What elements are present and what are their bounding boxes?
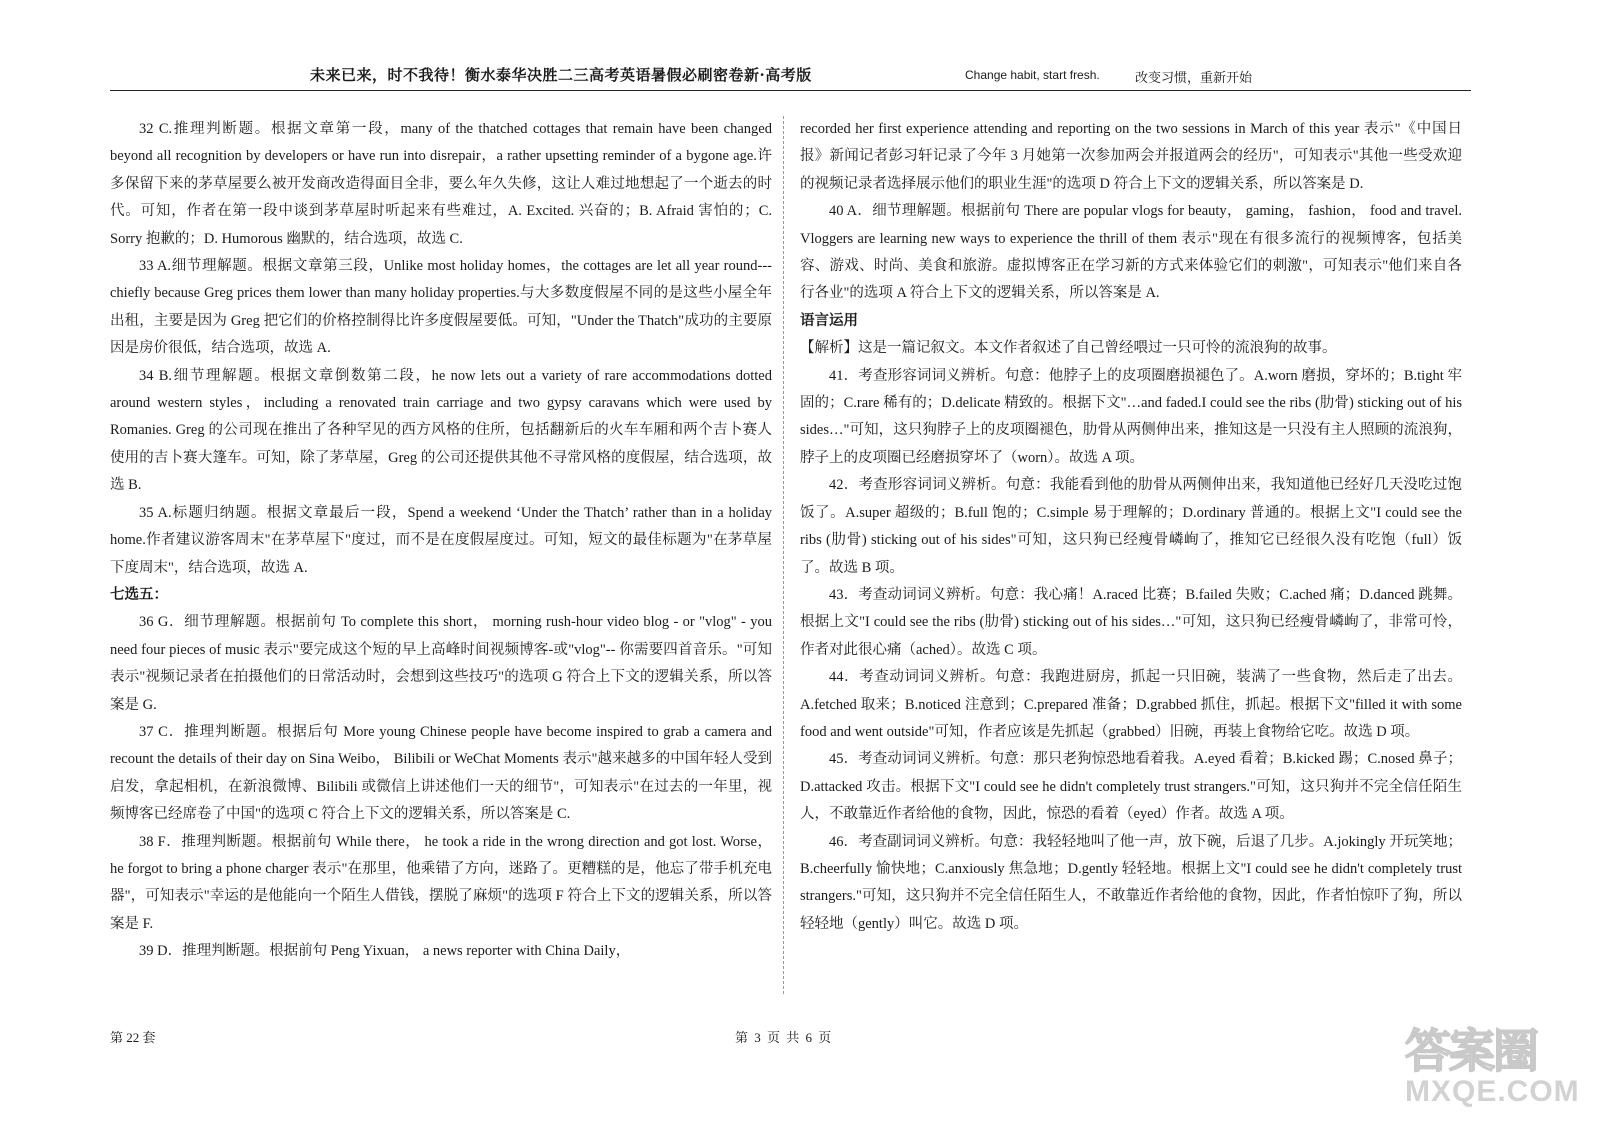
answer-paragraph: 33 A.细节理解题。根据文章第三段，Unlike most holiday homes，the cottages are let all year round---chiefly because Greg prices them lower than many holiday properties.与大多数度假屋不同的是这些小屋全年出租，主要是因为 Greg 把它们的价格控制得比许多度假屋要低。可知，"Under the Thatch"成功的主要原因是房价很低，结合选项，故选 A. [110, 258, 772, 357]
answer-paragraph: 【解析】这是一篇记叙文。本文作者叙述了自己曾经喂过一只可怜的流浪狗的故事。 [800, 340, 1337, 357]
answer-paragraph: 32 C.推理判断题。根据文章第一段，many of the thatched cottages that remain have been changed beyond all recognition by developers or have run into disrepair，a rather upsetting reminder of a bygone age.许多保留下来的茅草屋要么被开发商改造得面目全非，要么年久失修，这让人难过地想起了一个逝去的时代。可知，作者在第一段中谈到茅草屋时听起来有些难过，A. Excited. 兴奋的；B. Afraid 害怕的；C. Sorry 抱歉的；D. Humorous 幽默的，结合选项，故选 C. [110, 121, 772, 247]
right-column [800, 116, 1462, 938]
watermark [1395, 1015, 1580, 1115]
answer-paragraph: 46．考查副词词义辨析。句意：我轻轻地叫了他一声，放下碗，后退了几步。A.jokingly 开玩笑地；B.cheerfully 愉快地；C.anxiously 焦急地；D.gently 轻轻地。根据上文"I could see he didn't completely trust strangers."可知，这只狗并不完全信任陌生人，不敢靠近作者给他的食物，因此，作者怕惊吓了狗，所以轻轻地（gently）叫它。故选 D 项。 [800, 833, 1462, 932]
header-motto-cn: 改变习惯，重新开始 [1135, 71, 1253, 86]
answer-paragraph: 35 A.标题归纳题。根据文章最后一段，Spend a weekend ‘Under the Thatch’ rather than in a holiday home.作者建议游客周末"在茅草屋下"度过，而不是在度假屋度过。可知，短文的最佳标题为"在茅草屋下度周末"，结合选项，故选 A. [110, 504, 772, 576]
watermark-url: MXQE.COM [1405, 1075, 1580, 1108]
answer-paragraph: 36 G．细节理解题。根据前句 To complete this short， morning rush-hour video blog - or "vlog" - you need four pieces of music 表示"要完成这个短的早上高峰时间视频博客-或"vlog"-- 你需要四首音乐。"可知表示"视频记录者在拍摄他们的日常活动时，会想到这些技巧"的选项 G 符合上下文的逻辑关系，所以答案是 G. [110, 614, 772, 713]
answer-paragraph: 38 F．推理判断题。根据前句 While there， he took a ride in the wrong direction and got lost. Worse， he forgot to bring a phone charger 表示"在那里，他乘错了方向，迷路了。更糟糕的是，他忘了带手机充电器"，可知表示"幸运的是他能向一个陌生人借钱，摆脱了麻烦"的选项 F 符合上下文的逻辑关系，所以答案是 F. [110, 833, 772, 932]
page-header [110, 62, 1471, 91]
answer-paragraph: 40 A．细节理解题。根据前句 There are popular vlogs for beauty， gaming， fashion， food and travel. Vloggers are learning new ways to experience the thrill of them 表示"现在有很多流行的视频博客，包括美容、游戏、时尚、美食和旅游。虚拟博客正在学习新的方式来体验它们的刺激"，可知表示"他们来自各行各业"的选项 A 符合上下文的逻辑关系，所以答案是 A. [800, 203, 1462, 302]
section-heading: 七选五： [110, 586, 168, 603]
column-divider [783, 116, 784, 994]
section-heading: 语言运用 [800, 312, 858, 329]
answer-paragraph: 34 B.细节理解题。根据文章倒数第二段，he now lets out a variety of rare accommodations dotted around western styles，including a renovated train carriage and two gypsy caravans which were used by Romanies. Greg 的公司现在推出了各种罕见的西方风格的住所，包括翻新后的火车车厢和两个吉卜赛人使用的吉卜赛大篷车。可知，除了茅草屋，Greg 的公司还提供其他不寻常风格的度假屋，结合选项，故选 B. [110, 367, 772, 494]
answer-paragraph: 43．考查动词词义辨析。句意：我心痛！A.raced 比赛；B.failed 失败；C.ached 痛；D.danced 跳舞。根据上文"I could see the ribs (肋骨) sticking out of his sides…"可知，这只狗已经瘦骨嶙峋了，非常可怜，作者对此很心痛（ached）。故选 C 项。 [800, 586, 1462, 658]
answer-paragraph: recorded her first experience attending and reporting on the two sessions in March of this year 表示"《中国日报》新闻记者彭习轩记录了今年 3 月她第一次参加两会并报道两会的经历"，可知表示"其他一些受欢迎的视频记录者选择展示他们的职业生涯"的选项 D 符合上下文的逻辑关系，所以答案是 D. [800, 121, 1462, 192]
answer-paragraph: 37 C．推理判断题。根据后句 More young Chinese people have become inspired to grab a camera and recount the details of their day on Sina Weibo， Bilibili or WeChat Moments 表示"越来越多的中国年轻人受到启发，拿起相机，在新浪微博、Bilibili 或微信上讲述他们一天的细节"，可知表示"在过去的一年里，视频博客已经席卷了中国"的选项 C 符合上下文的逻辑关系，所以答案是 C. [110, 723, 772, 823]
set-number: 第 22 套 [110, 1030, 156, 1045]
header-title: 未来已来，时不我待！衡水泰华决胜二三高考英语暑假必刷密卷新·高考版 [310, 66, 812, 84]
left-column [110, 116, 772, 966]
answer-paragraph: 41．考查形容词词义辨析。句意：他脖子上的皮项圈磨损褪色了。A.worn 磨损，穿坏的；B.tight 牢固的；C.rare 稀有的；D.delicate 精致的。根据下文"…and faded.I could see the ribs (肋骨) sticking out of his sides…"可知，这只狗脖子上的皮项圈褪色，肋骨从两侧伸出来，推知这是一只没有主人照顾的流浪狗，脖子上的皮项圈已经磨损穿坏了（worn）。故选 A 项。 [800, 367, 1462, 466]
answer-paragraph: 39 D．推理判断题。根据前句 Peng Yixuan， a news reporter with China Daily， [139, 943, 631, 960]
header-motto-en: Change habit, start fresh. [965, 68, 1100, 82]
answer-paragraph: 45．考查动词词义辨析。句意：那只老狗惊恐地看着我。A.eyed 看着；B.kicked 踢；C.nosed 鼻子；D.attacked 攻击。根据下文"I could see he didn't completely trust strangers."可知，这只狗并不完全信任陌生人，不敢靠近作者给他的食物，因此，惊恐的看着（eyed）作者。故选 A 项。 [800, 751, 1462, 823]
page-number: 第 3 页 共 6 页 [735, 1030, 832, 1045]
watermark-logo: 答案圈 [1405, 1024, 1537, 1078]
answer-paragraph: 42．考查形容词词义辨析。句意：我能看到他的肋骨从两侧伸出来，我知道他已经好几天没吃过饱饭了。A.super 超级的；B.full 饱的；C.simple 易于理解的；D.ordinary 普通的。根据上文"I could see the ribs (肋骨) sticking out of his sides"可知，这只狗已经瘦骨嶙峋了，推知它已经很久没有吃饱（full）饭了。故选 B 项。 [800, 477, 1462, 576]
answer-paragraph: 44．考查动词词义辨析。句意：我跑进厨房，抓起一只旧碗，装满了一些食物，然后走了出去。A.fetched 取来；B.noticed 注意到；C.prepared 准备；D.grabbed 抓住，抓起。根据下文"filled it with some food and went outside"可知，作者应该是先抓起（grabbed）旧碗，再装上食物给它吃。故选 D 项。 [800, 669, 1462, 740]
